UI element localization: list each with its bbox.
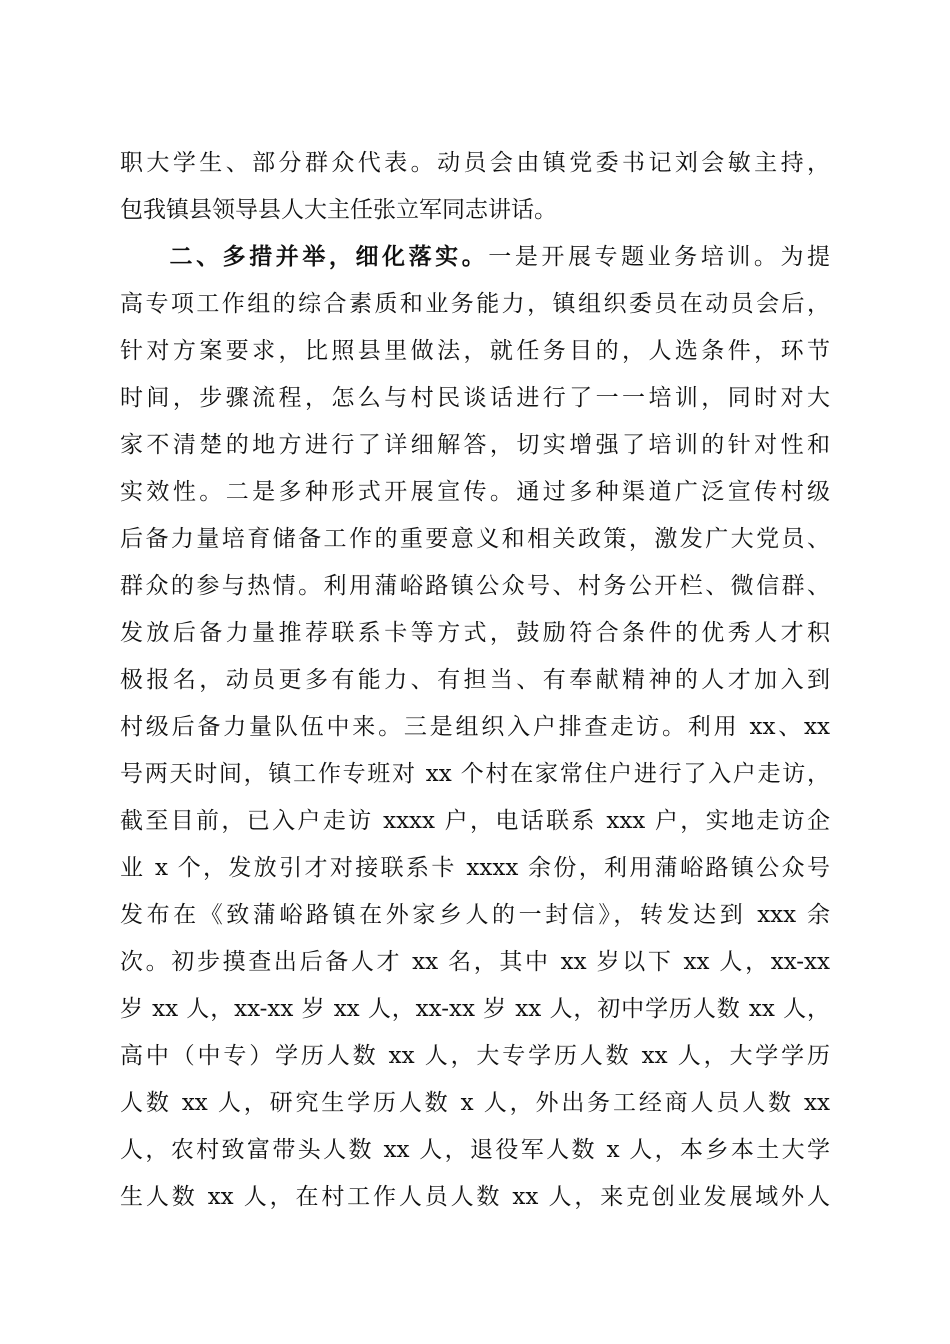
paragraph-line: 职大学生、部分群众代表。动员会由镇党委书记刘会敏主持，: [120, 150, 830, 176]
paragraph-line: 村级后备力量队伍中来。三是组织入户排查走访。利用 xx、xx: [120, 714, 830, 740]
section-heading: 二、多措并举，细化落实。: [166, 244, 489, 270]
paragraph-line: 群众的参与热情。利用蒲峪路镇公众号、村务公开栏、微信群、: [120, 573, 830, 599]
paragraph-line: 截至目前，已入户走访 xxxx 户，电话联系 xxx 户，实地走访企: [120, 808, 830, 834]
paragraph-line: 高中（中专）学历人数 xx 人，大专学历人数 xx 人，大学学历: [120, 1043, 830, 1069]
section-first-line: [120, 234, 830, 281]
paragraph-line: 人，农村致富带头人数 xx 人，退役军人数 x 人，本乡本土大学: [120, 1137, 830, 1163]
section-first-line-text: 一是开展专题业务培训。为提: [488, 244, 831, 270]
paragraph-line: 针对方案要求，比照县里做法，就任务目的，人选条件，环节: [120, 338, 830, 364]
paragraph-line: 岁 xx 人，xx-xx 岁 xx 人，xx-xx 岁 xx 人，初中学历人数 xx 人，: [120, 996, 830, 1022]
paragraph-line: 发放后备力量推荐联系卡等方式，鼓励符合条件的优秀人才积: [120, 620, 830, 646]
document-body: [120, 140, 830, 1221]
paragraph-line: 极报名，动员更多有能力、有担当、有奉献精神的人才加入到: [120, 667, 830, 693]
paragraph-line: 人数 xx 人，研究生学历人数 x 人，外出务工经商人员人数 xx: [120, 1090, 830, 1116]
paragraph-line: 时间，步骤流程，怎么与村民谈话进行了一一培训，同时对大: [120, 385, 830, 411]
paragraph-line: 号两天时间，镇工作专班对 xx 个村在家常住户进行了入户走访，: [120, 761, 830, 787]
paragraph-line: 后备力量培育储备工作的重要意义和相关政策，激发广大党员、: [120, 526, 830, 552]
paragraph-line: 次。初步摸查出后备人才 xx 名，其中 xx 岁以下 xx 人，xx-xx: [120, 949, 830, 975]
paragraph-line: 包我镇县领导县人大主任张立军同志讲话。: [120, 197, 557, 223]
paragraph-line: 生人数 xx 人，在村工作人员人数 xx 人，来克创业发展域外人: [120, 1184, 830, 1210]
paragraph-line: 家不清楚的地方进行了详细解答，切实增强了培训的针对性和: [120, 432, 830, 458]
paragraph-line: 实效性。二是多种形式开展宣传。通过多种渠道广泛宣传村级: [120, 479, 830, 505]
paragraph-line: 发布在《致蒲峪路镇在外家乡人的一封信》，转发达到 xxx 余: [120, 902, 830, 928]
paragraph-line: 高专项工作组的综合素质和业务能力，镇组织委员在动员会后，: [120, 291, 830, 317]
paragraph-line: 业 x 个，发放引才对接联系卡 xxxx 余份，利用蒲峪路镇公众号: [120, 855, 830, 881]
